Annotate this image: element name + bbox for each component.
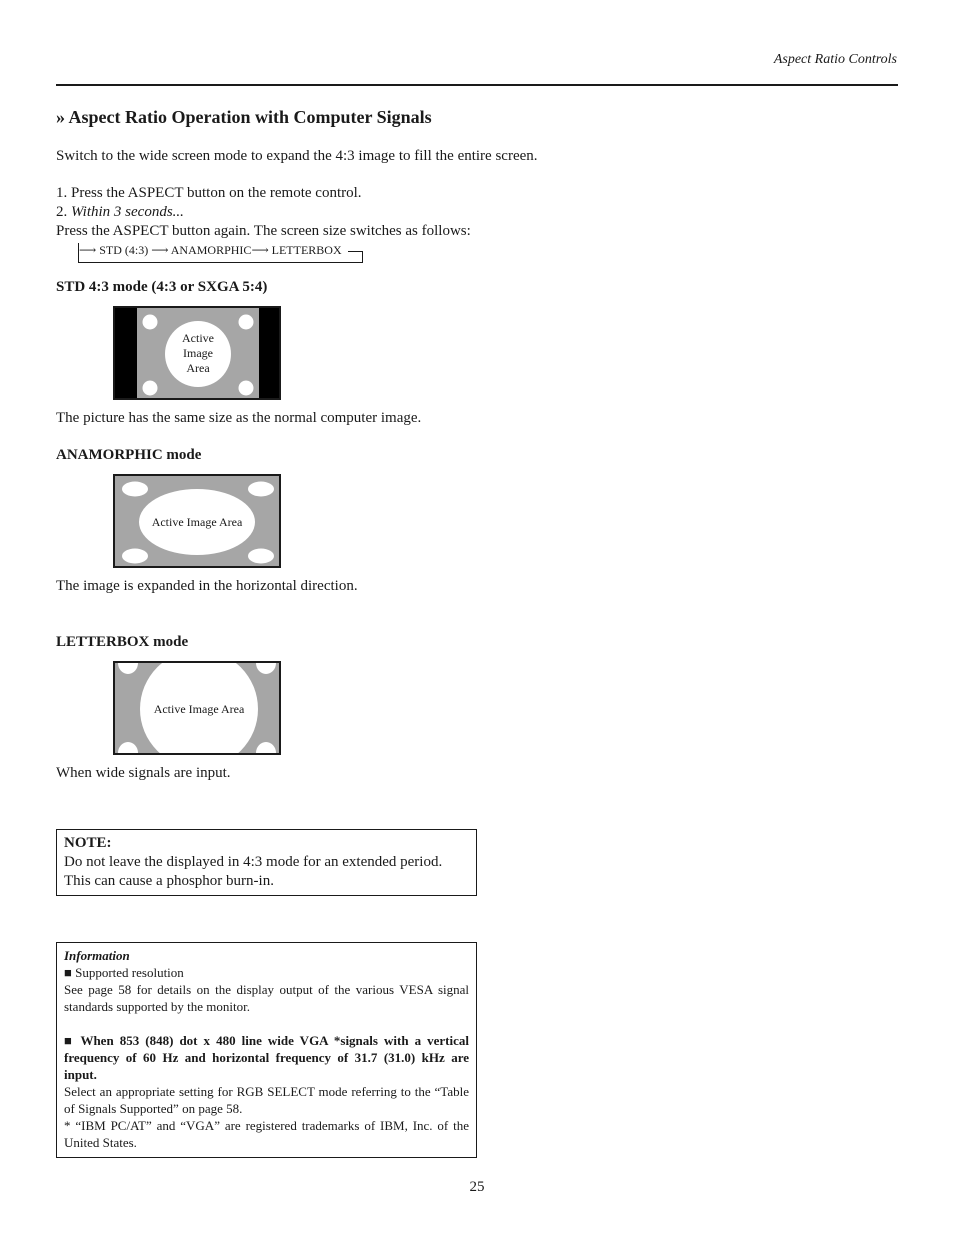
anamorphic-mode-heading: ANAMORPHIC mode — [56, 447, 202, 463]
info-item-2-text: Select an appropriate setting for RGB SELECT mode referring to the “Table of Signals Supported” on page 58. — [64, 1084, 469, 1116]
anamorphic-mode-diagram — [113, 474, 281, 568]
cycle-top-right-line — [348, 251, 363, 252]
info-item-1-text: See page 58 for details on the display output of the various VESA signal standards supported by the monitor. — [64, 982, 469, 1014]
note-title: NOTE: — [64, 835, 112, 851]
arrow-icon: ⟶ — [79, 243, 97, 257]
mode-cycle-diagram — [78, 243, 363, 263]
std-label-line-3: Area — [186, 361, 210, 375]
arrow-icon: ⟶ — [251, 243, 269, 257]
std-label-line-2: Image — [183, 346, 213, 360]
std-label-line-1: Active — [182, 331, 214, 345]
cycle-right-line — [362, 251, 363, 263]
info-item-2-heading: ■ When 853 (848) dot x 480 line wide VGA *signals with a vertical frequency of 60 Hz and horizontal frequency of 31.7 (31.0) kHz are input. — [64, 1033, 469, 1082]
letterbox-mode-diagram — [113, 661, 281, 755]
anamorphic-mode-caption: The image is expanded in the horizontal direction. — [56, 578, 358, 594]
running-header: Aspect Ratio Controls — [773, 52, 897, 67]
section-heading: » Aspect Ratio Operation with Computer Signals — [56, 107, 432, 127]
step-1: 1. Press the ASPECT button on the remote control. — [56, 185, 362, 201]
step-2-text: Press the ASPECT button again. The screen size switches as follows: — [56, 223, 471, 239]
information-box — [56, 942, 477, 1158]
cycle-bottom-line — [78, 262, 363, 263]
intro-text: Switch to the wide screen mode to expand the 4:3 image to fill the entire screen. — [56, 148, 538, 164]
note-line-2: This can cause a phosphor burn-in. — [64, 873, 274, 889]
letterbox-mode-heading: LETTERBOX mode — [56, 634, 189, 650]
header-rule — [56, 84, 898, 86]
step-2-number: 2. — [56, 204, 71, 220]
note-line-1: Do not leave the displayed in 4:3 mode for an extended period. — [64, 854, 443, 870]
std-mode-caption: The picture has the same size as the normal computer image. — [56, 410, 422, 426]
letterbox-mode-caption: When wide signals are input. — [56, 765, 231, 781]
std-mode-heading: STD 4:3 mode (4:3 or SXGA 5:4) — [56, 279, 268, 295]
page-number: 25 — [469, 1179, 485, 1195]
cycle-item-std: STD (4:3) — [99, 243, 149, 257]
step-2 — [56, 204, 184, 221]
std-mode-diagram — [113, 306, 281, 400]
cycle-item-anamorphic: ANAMORPHIC — [170, 243, 252, 257]
info-footnote: * “IBM PC/AT” and “VGA” are registered trademarks of IBM, Inc. of the United States. — [64, 1118, 469, 1150]
note-box — [56, 829, 477, 896]
info-title: Information — [64, 948, 130, 963]
info-item-1-heading: ■ Supported resolution — [64, 965, 184, 980]
step-2-italic: Within 3 seconds... — [71, 204, 184, 220]
cycle-item-letterbox: LETTERBOX — [271, 243, 342, 257]
anamorphic-label: Active Image Area — [151, 515, 243, 529]
arrow-icon: ⟶ — [151, 243, 169, 257]
letterbox-label: Active Image Area — [153, 702, 245, 716]
